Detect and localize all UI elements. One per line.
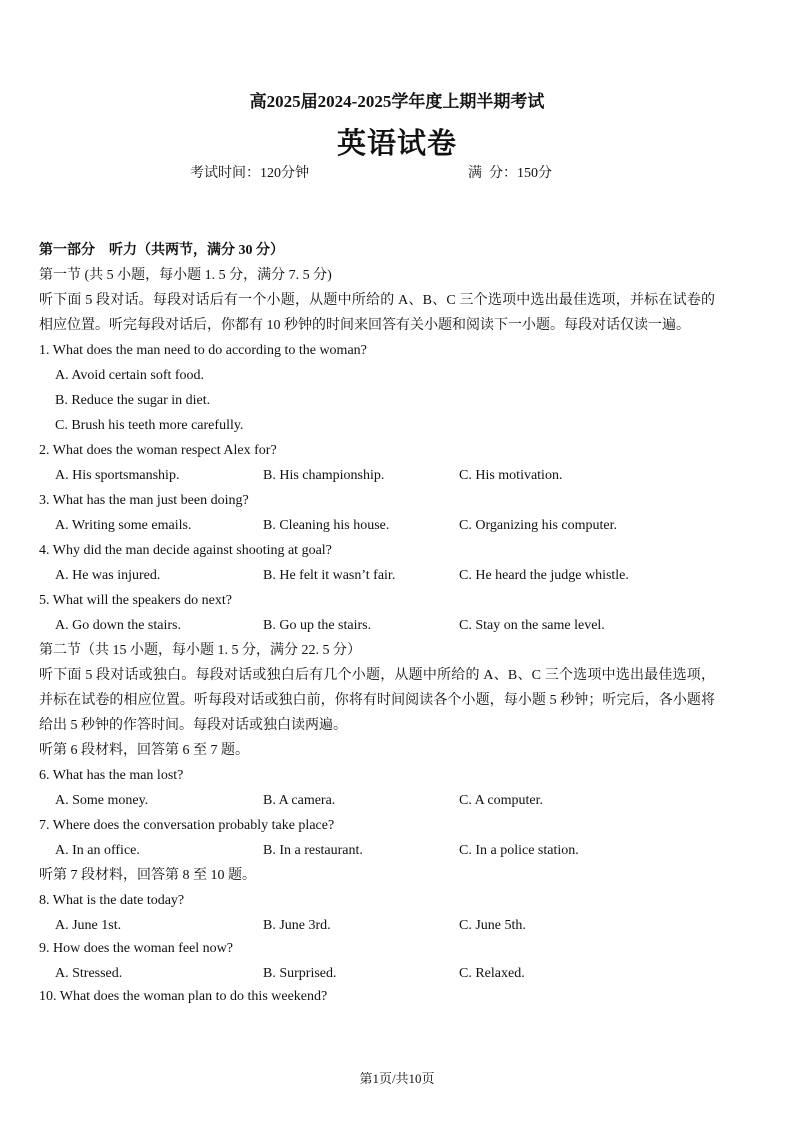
question-5: 5. What will the speakers do next?: [39, 593, 232, 608]
exam-title: 高2025届2024-2025学年度上期半期考试: [249, 92, 545, 111]
subject-title: 英语试卷: [336, 128, 457, 160]
q3-option-c: C. Organizing his computer.: [459, 518, 617, 533]
question-6: 6. What has the man lost?: [39, 768, 184, 783]
q8-options: [39, 913, 715, 936]
q6-option-c: C. A computer.: [459, 793, 543, 808]
q1-option-b: B. Reduce the sugar in diet.: [55, 393, 211, 408]
q3-option-a: A. Writing some emails.: [55, 518, 192, 533]
q4-option-c: C. He heard the judge whistle.: [459, 568, 629, 583]
q5-option-c: C. Stay on the same level.: [459, 618, 605, 633]
q7-option-b: B. In a restaurant.: [263, 843, 363, 858]
exam-time: 考试时间：120分钟: [190, 166, 309, 181]
q9-option-a: A. Stressed.: [55, 966, 123, 981]
q3-option-b: B. Cleaning his house.: [263, 518, 390, 533]
part1-heading: 第一部分 听力（共两节，满分 30 分）: [39, 243, 284, 258]
question-9: 9. How does the woman feel now?: [39, 941, 234, 956]
q8-option-c: C. June 5th.: [459, 918, 526, 933]
section2-instructions: 听下面 5 段对话或独白。每段对话或独白后有几个小题，从题中所给的 A、B、C 三个选项中选出最佳选项，并标在试卷的相应位置。听每段对话或独白前，你将有时间阅读各个小题，每小题 5 秒钟；听完后，各小题将给出 5 秒钟的作答时间。每段对话或独白读两遍。: [39, 668, 715, 733]
material-6-note: 听第 6 段材料，回答第 6 至 7 题。: [39, 743, 249, 758]
question-8: 8. What is the date today?: [39, 893, 185, 908]
question-7: 7. Where does the conversation probably take place?: [39, 818, 335, 833]
exam-content: [39, 238, 715, 1009]
question-10: 10. What does the woman plan to do this weekend?: [39, 989, 328, 1004]
q7-option-c: C. In a police station.: [459, 843, 579, 858]
page-number: 第1页/共10页: [359, 1071, 435, 1086]
q9-option-c: C. Relaxed.: [459, 966, 525, 981]
question-2: 2. What does the woman respect Alex for?: [39, 443, 277, 458]
question-3: 3. What has the man just been doing?: [39, 493, 249, 508]
material-7-note: 听第 7 段材料，回答第 8 至 10 题。: [39, 868, 256, 883]
q5-option-b: B. Go up the stairs.: [263, 618, 372, 633]
q6-option-b: B. A camera.: [263, 793, 336, 808]
q2-option-c: C. His motivation.: [459, 468, 563, 483]
q1-option-c: C. Brush his teeth more carefully.: [55, 418, 244, 433]
full-score: 满 分：150分: [468, 166, 552, 181]
q4-options: [39, 563, 715, 588]
q2-options: [39, 463, 715, 488]
q6-options: [39, 788, 715, 813]
section2-heading: 第二节（共 15 小题，每小题 1. 5 分，满分 22. 5 分）: [39, 643, 361, 658]
q1-option-a: A. Avoid certain soft food.: [55, 368, 205, 383]
q8-option-a: A. June 1st.: [55, 918, 122, 933]
q8-option-b: B. June 3rd.: [263, 918, 331, 933]
q5-option-a: A. Go down the stairs.: [55, 618, 181, 633]
q7-option-a: A. In an office.: [55, 843, 140, 858]
q4-option-a: A. He was injured.: [55, 568, 161, 583]
question-4: 4. Why did the man decide against shooting at goal?: [39, 543, 332, 558]
section1-instructions: 听下面 5 段对话。每段对话后有一个小题，从题中所给的 A、B、C 三个选项中选出最佳选项，并标在试卷的相应位置。听完每段对话后，你都有 10 秒钟的时间来回答有关小题和阅读下一小题。每段对话仅读一遍。: [39, 293, 715, 333]
q2-option-b: B. His championship.: [263, 468, 385, 483]
q2-option-a: A. His sportsmanship.: [55, 468, 180, 483]
question-1: 1. What does the man need to do according to the woman?: [39, 343, 367, 358]
q9-options: [39, 961, 715, 984]
q4-option-b: B. He felt it wasn’t fair.: [263, 568, 396, 583]
q9-option-b: B. Surprised.: [263, 966, 337, 981]
q5-options: [39, 613, 715, 638]
section1-heading: 第一节 (共 5 小题，每小题 1. 5 分，满分 7. 5 分): [39, 268, 332, 283]
q3-options: [39, 513, 715, 538]
q7-options: [39, 838, 715, 863]
q6-option-a: A. Some money.: [55, 793, 149, 808]
